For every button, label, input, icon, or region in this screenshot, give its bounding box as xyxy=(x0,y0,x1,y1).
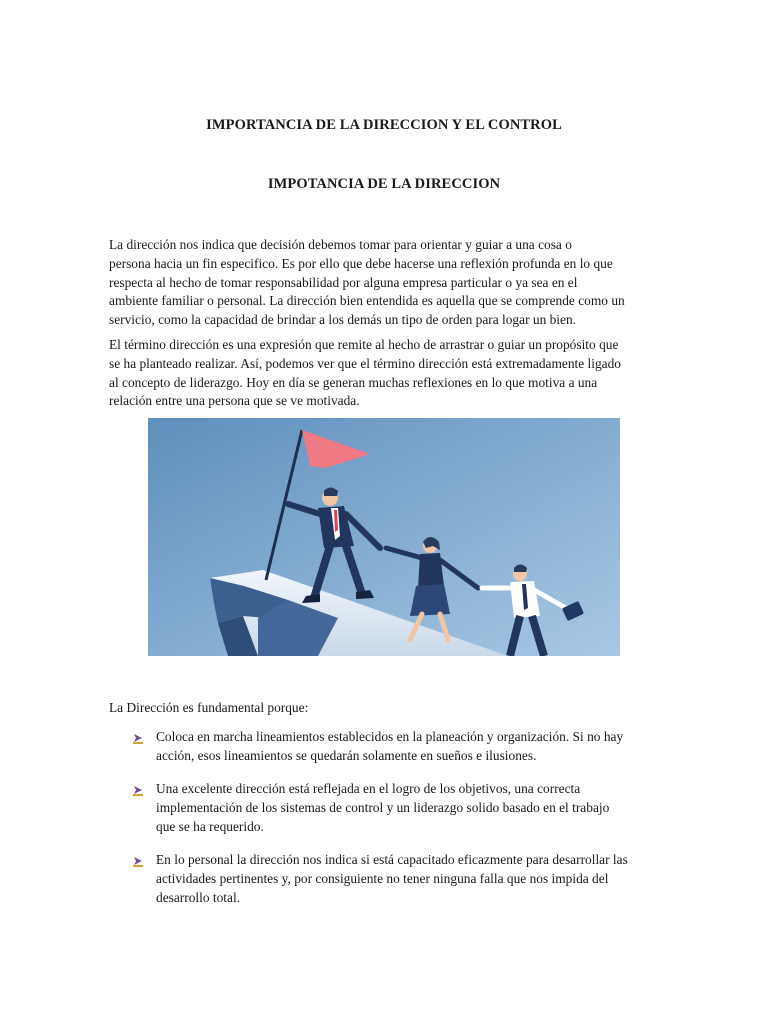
list-item-line: desarrollo total. xyxy=(156,889,241,905)
list-item-line: En lo personal la dirección nos indica si está capacitado eficazmente para desarrollar las xyxy=(156,852,628,867)
document-title: IMPORTANCIA DE LA DIRECCION Y EL CONTROL xyxy=(206,117,562,133)
arrow-bullet-icon xyxy=(132,731,146,745)
list-item-line: Coloca en marcha lineamientos establecidos en la planeación y organización. Si no hay xyxy=(156,729,624,744)
paragraph-1 xyxy=(109,236,659,330)
list-item-line: Una excelente dirección está reflejada en el logro de los objetivos, una correcta xyxy=(156,781,581,796)
list-item-line: que se ha requerido. xyxy=(156,818,264,834)
paragraph-line: respecta al hecho de tomar responsabilidad por alguna empresa particular o ya sea en el xyxy=(109,274,578,290)
intro-line xyxy=(109,699,659,718)
paragraph-line: La dirección nos indica que decisión debemos tomar para orientar y guiar a una cosa o xyxy=(109,237,572,252)
arrow-bullet-icon xyxy=(132,783,146,797)
list-item-line: acción, esos lineamientos se quedarán solamente en sueños e ilusiones. xyxy=(156,747,537,763)
list-item-line: implementación de los sistemas de control y un liderazgo solido basado en el trabajo xyxy=(156,799,610,815)
paragraph-2 xyxy=(109,336,659,411)
paragraph-line: servicio, como la capacidad de brindar a los demás un tipo de orden para logar un bien. xyxy=(109,312,577,328)
section-heading: IMPOTANCIA DE LA DIRECCION xyxy=(267,176,501,192)
paragraph-line: al concepto de liderazgo. Hoy en día se generan muchas reflexiones en lo que motiva a una xyxy=(109,374,598,390)
paragraph-line: ambiente familiar o personal. La dirección bien entendida es aquella que se comprende como un xyxy=(109,293,625,309)
arrow-bullet-icon xyxy=(132,854,146,868)
team-climbing-flag-illustration xyxy=(148,418,620,656)
paragraph-line: El término dirección es una expresión que remite al hecho de arrastrar o guiar un propósito que xyxy=(109,337,619,352)
paragraph-line: persona hacia un fin especifico. Es por ello que debe hacerse una reflexión profunda en lo que xyxy=(109,255,613,271)
paragraph-line: se ha planteado realizar. Así, podemos ver que el término dirección está extremadamente ligado xyxy=(109,355,621,371)
intro-text: La Dirección es fundamental porque: xyxy=(109,700,309,715)
list-item-line: actividades pertinentes y, por consiguiente no tener ninguna falla que nos impida del xyxy=(156,870,609,886)
paragraph-line: relación entre una persona que se ve motivada. xyxy=(109,393,360,409)
